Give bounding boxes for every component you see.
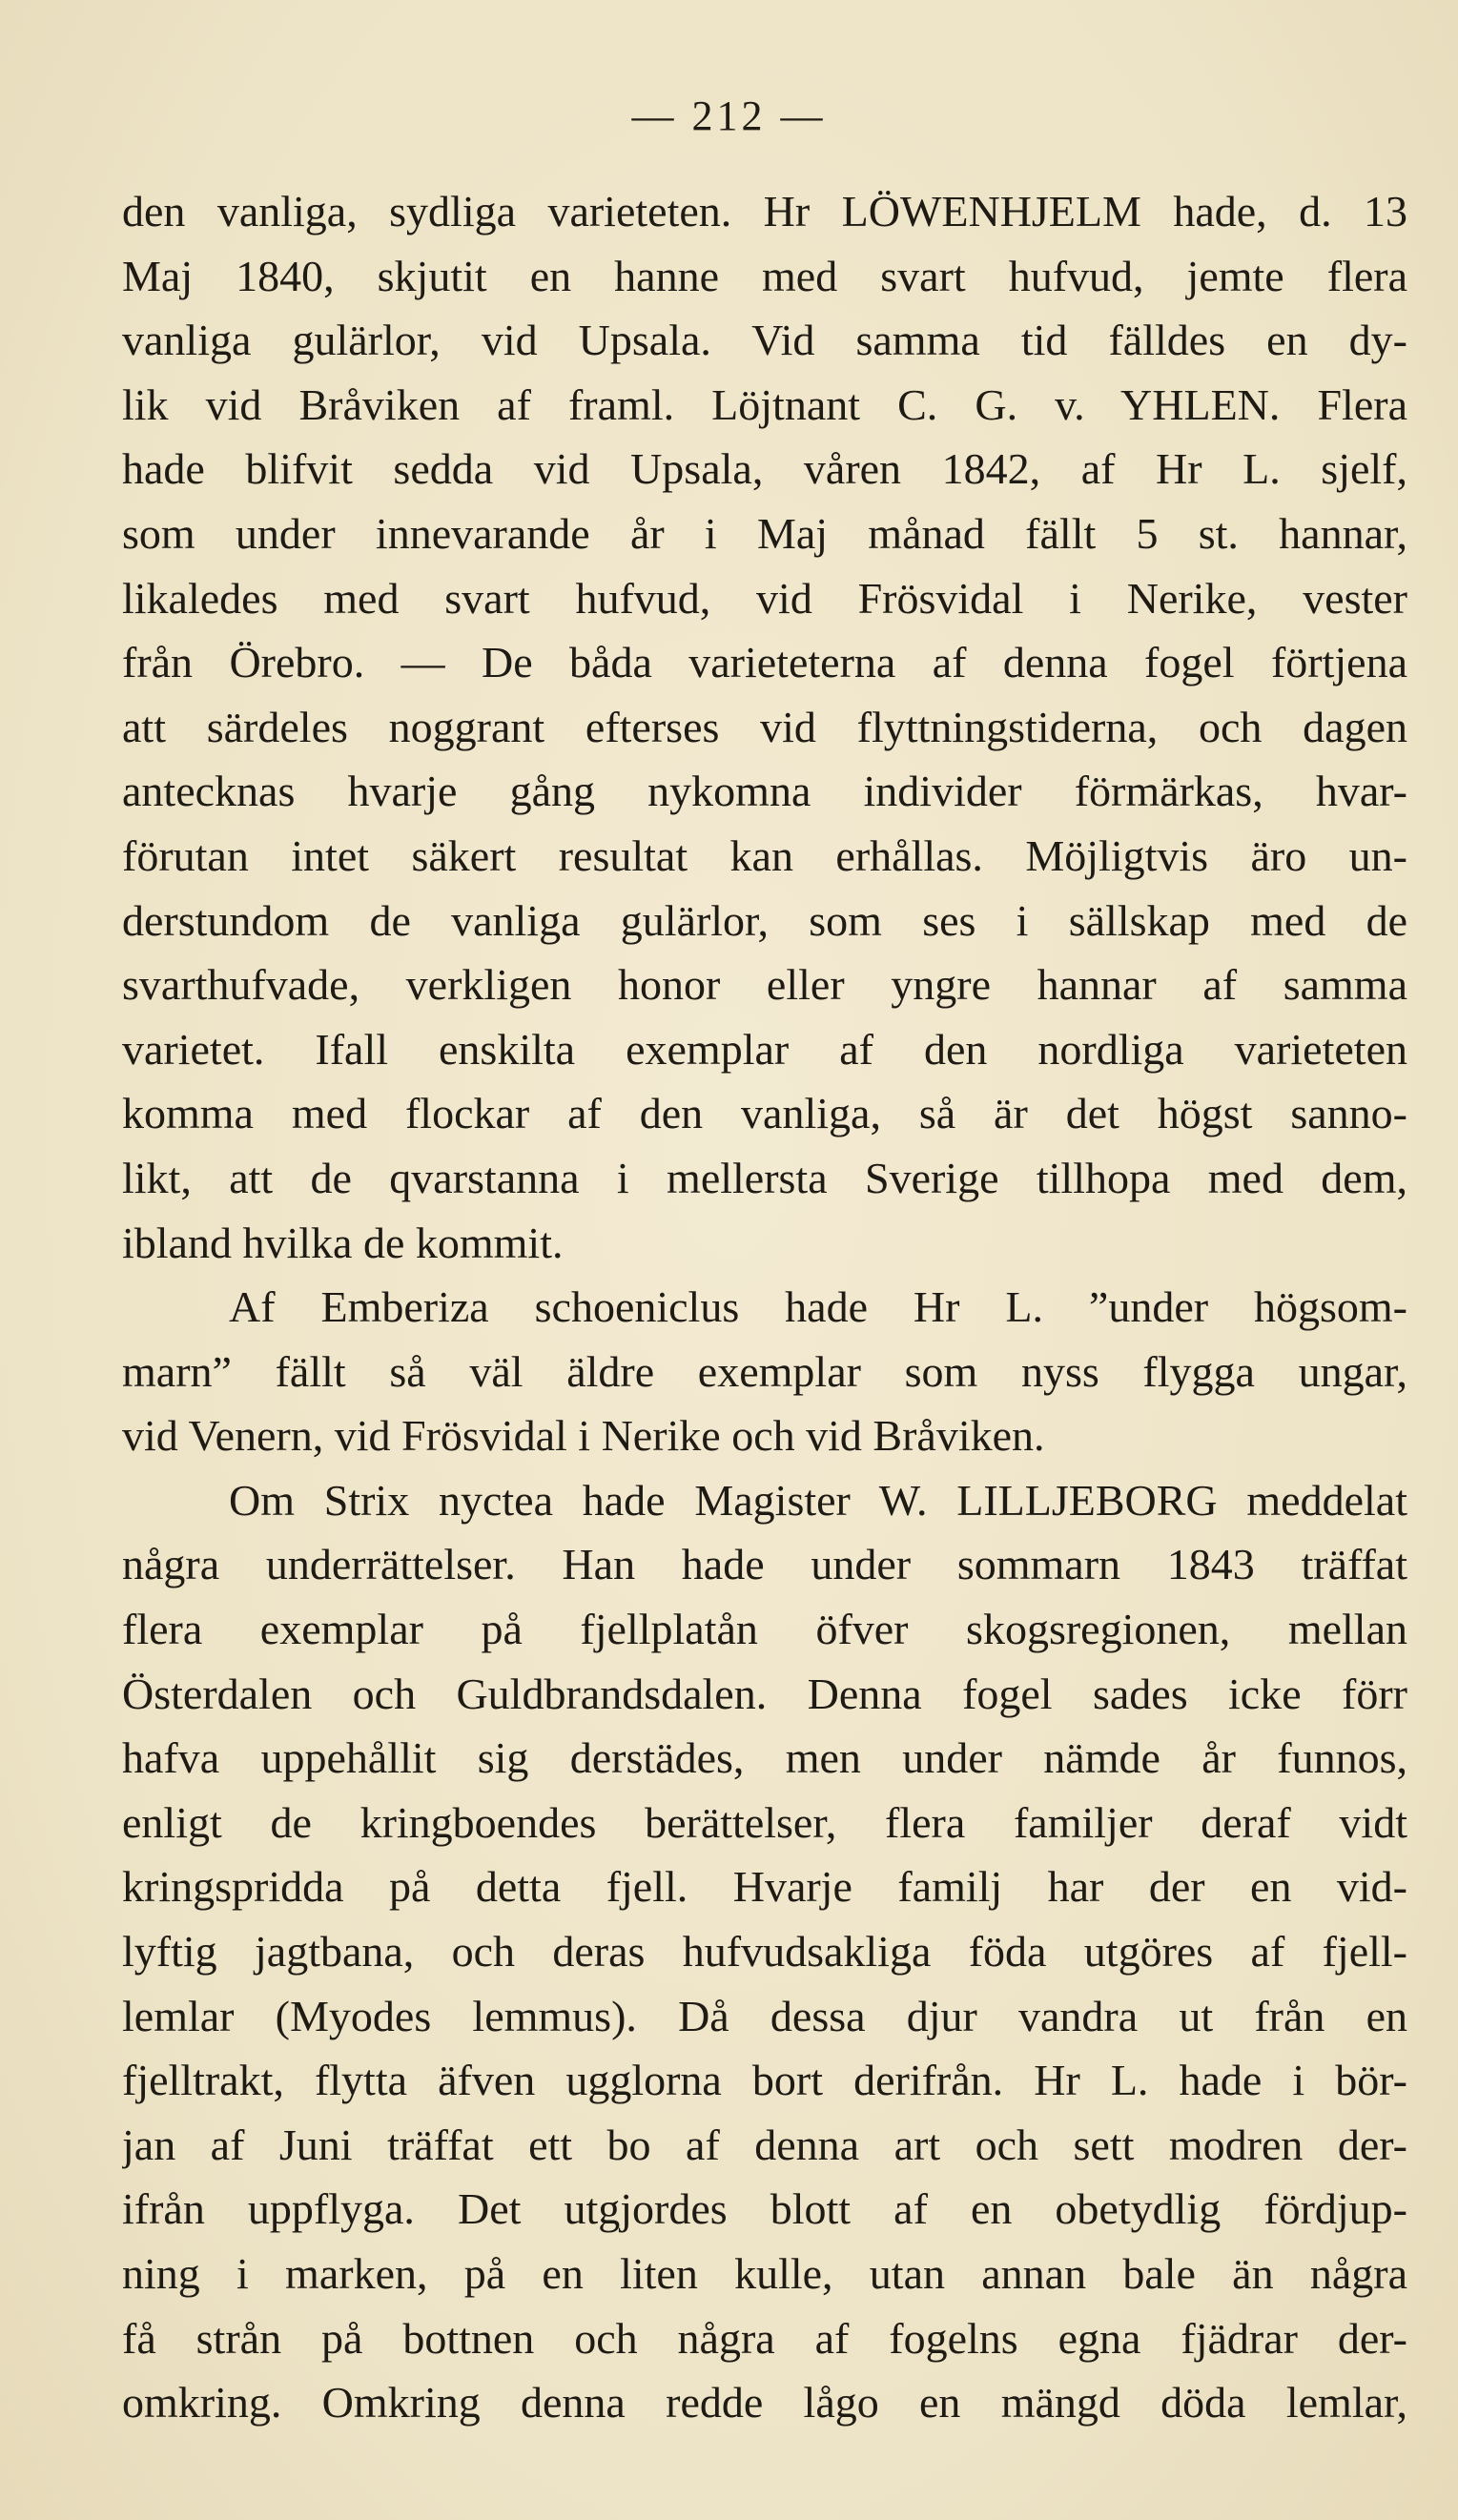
text-line: Maj 1840, skjutit en hanne med svart hufvud, jemte flera [122, 251, 1407, 300]
text-line: lyftig jagtbana, och deras hufvudsakliga föda utgöres af fjell- [122, 1927, 1407, 1977]
text-line: lik vid Bråviken af framl. Löjtnant C. G. v. YHLEN. Flera [122, 379, 1407, 429]
text-line: från Örebro. — De båda varieteterna af denna fogel förtjena [122, 638, 1407, 687]
text-line: varietet. Ifall enskilta exemplar af den nordliga varieteten [122, 1024, 1407, 1074]
text-line: flera exemplar på fjellplatån öfver skogsregionen, mellan [122, 1605, 1407, 1654]
text-line: få strån på bottnen och några af fogelns egna fjädrar der- [122, 2313, 1407, 2363]
text-line: den vanliga, sydliga varieteten. Hr LÖWENHJELM hade, d. 13 [122, 187, 1407, 236]
text-line: ifrån uppflyga. Det utgjordes blott af en obetydlig fördjup- [122, 2184, 1407, 2234]
text-line: ning i marken, på en liten kulle, utan annan bale än några [122, 2249, 1407, 2298]
text-line: likaledes med svart hufvud, vid Frösvidal i Nerike, vester [122, 573, 1407, 623]
text-line: likt, att de qvarstanna i mellersta Sverige tillhopa med dem, [122, 1153, 1407, 1202]
text-line: vanliga gulärlor, vid Upsala. Vid samma tid fälldes en dy- [122, 316, 1407, 365]
text-line: hafva uppehållit sig derstädes, men under nämde år funnos, [122, 1733, 1407, 1783]
text-line: kringspridda på detta fjell. Hvarje familj har der en vid- [122, 1862, 1407, 1912]
text-line: enligt de kringboendes berättelser, flera familjer deraf vidt [122, 1797, 1407, 1847]
text-line: hade blifvit sedda vid Upsala, våren 1842, af Hr L. sjelf, [122, 444, 1407, 494]
text-line: fjelltrakt, flytta äfven ugglorna bort derifrån. Hr L. hade i bör- [122, 2056, 1407, 2105]
text-line: vid Venern, vid Frösvidal i Nerike och vid Bråviken. [122, 1411, 1045, 1461]
text-line: några underrättelser. Han hade under sommarn 1843 träffat [122, 1540, 1407, 1589]
body-text [122, 179, 1407, 2435]
text-line: marn” fällt så väl äldre exemplar som nyss flygga ungar, [122, 1346, 1407, 1396]
text-line: förutan intet säkert resultat kan erhållas. Möjligtvis äro un- [122, 830, 1407, 880]
text-line: derstundom de vanliga gulärlor, som ses i sällskap med de [122, 895, 1407, 945]
text-line: som under innevarande år i Maj månad fällt 5 st. hannar, [122, 508, 1407, 558]
text-line: omkring. Omkring denna redde lågo en mängd döda lemlar, [122, 2378, 1407, 2428]
text-line: svarthufvade, verkligen honor eller yngre hannar af samma [122, 960, 1407, 1010]
text-line: Om Strix nyctea hade Magister W. LILLJEBORG meddelat [229, 1475, 1407, 1525]
text-line: antecknas hvarje gång nykomna individer förmärkas, hvar- [122, 767, 1407, 816]
text-line: komma med flockar af den vanliga, så är det högst sanno- [122, 1089, 1407, 1138]
text-line: lemlar (Myodes lemmus). Då dessa djur vandra ut från en [122, 1991, 1407, 2040]
text-line: ibland hvilka de kommit. [122, 1218, 564, 1267]
text-line: Af Emberiza schoeniclus hade Hr L. ”under högsom- [229, 1282, 1407, 1332]
text-line: Österdalen och Guldbrandsdalen. Denna fogel sades icke förr [122, 1669, 1407, 1718]
text-line: jan af Juni träffat ett bo af denna art och sett modren der- [122, 2120, 1407, 2169]
text-line: att särdeles noggrant efterses vid flyttningstiderna, och dagen [122, 702, 1407, 751]
page-number: — 212 — [631, 92, 827, 139]
